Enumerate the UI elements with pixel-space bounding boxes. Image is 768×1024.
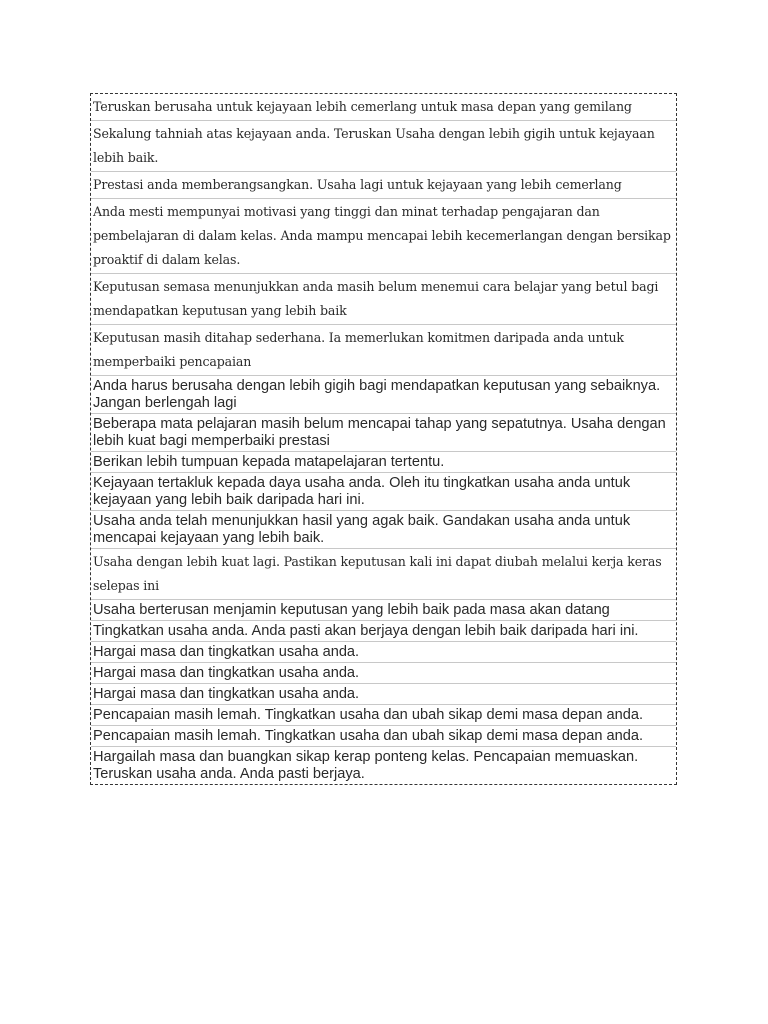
table-row: Keputusan semasa menunjukkan anda masih belum menemui cara belajar yang betul bagi mendapatkan keputusan yang lebih baik (91, 274, 676, 325)
table-row: Usaha dengan lebih kuat lagi. Pastikan keputusan kali ini dapat diubah melalui kerja keras selepas ini (91, 549, 676, 600)
table-row: Teruskan berusaha untuk kejayaan lebih cemerlang untuk masa depan yang gemilang (91, 94, 676, 121)
comments-table (90, 93, 677, 785)
table-row: Hargailah masa dan buangkan sikap kerap ponteng kelas. Pencapaian memuaskan. Teruskan usaha anda. Anda pasti berjaya. (93, 749, 639, 782)
table-row: Pencapaian masih lemah. Tingkatkan usaha dan ubah sikap demi masa depan anda. (91, 726, 676, 747)
table-row: Kejayaan tertakluk kepada daya usaha anda. Oleh itu tingkatkan usaha anda untuk kejayaan yang lebih baik daripada hari ini. (91, 473, 676, 511)
table-row: Hargai masa dan tingkatkan usaha anda. (91, 684, 676, 705)
table-row: Berikan lebih tumpuan kepada matapelajaran tertentu. (91, 452, 676, 473)
table-row: Anda mesti mempunyai motivasi yang tinggi dan minat terhadap pengajaran dan pembelajaran di dalam kelas. Anda mampu mencapai lebih kecemerlangan dengan bersikap proaktif di dalam kelas. (91, 199, 676, 274)
table-row: Sekalung tahniah atas kejayaan anda. Teruskan Usaha dengan lebih gigih untuk kejayaan lebih baik. (91, 121, 676, 172)
table-row: Hargai masa dan tingkatkan usaha anda. (91, 663, 676, 684)
table-row: Anda harus berusaha dengan lebih gigih bagi mendapatkan keputusan yang sebaiknya. Jangan berlengah lagi (91, 376, 676, 414)
table-row: Pencapaian masih lemah. Tingkatkan usaha dan ubah sikap demi masa depan anda. (91, 705, 676, 726)
table-row: Prestasi anda memberangsangkan. Usaha lagi untuk kejayaan yang lebih cemerlang (91, 172, 676, 199)
table-row: Usaha anda telah menunjukkan hasil yang agak baik. Gandakan usaha anda untuk mencapai kejayaan yang lebih baik. (91, 511, 676, 549)
table-row: Tingkatkan usaha anda. Anda pasti akan berjaya dengan lebih baik daripada hari ini. (91, 621, 676, 642)
table-row: Usaha berterusan menjamin keputusan yang lebih baik pada masa akan datang (91, 600, 676, 621)
table-row: Keputusan masih ditahap sederhana. Ia memerlukan komitmen daripada anda untuk memperbaiki pencapaian (91, 325, 676, 376)
table-row: Hargai masa dan tingkatkan usaha anda. (91, 642, 676, 663)
table-row: Beberapa mata pelajaran masih belum mencapai tahap yang sepatutnya. Usaha dengan lebih kuat bagi memperbaiki prestasi (91, 414, 676, 452)
